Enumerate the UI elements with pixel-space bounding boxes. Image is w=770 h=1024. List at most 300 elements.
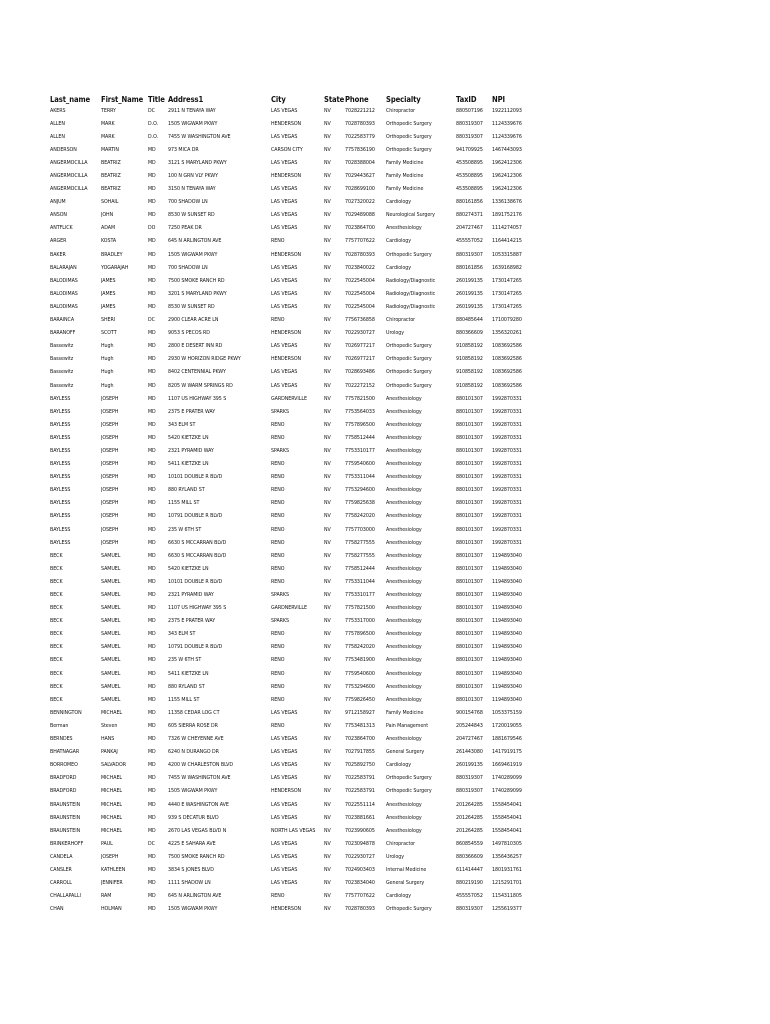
cell-phone: 7028780393 xyxy=(345,251,375,258)
table-row xyxy=(50,104,570,117)
cell-taxid: 880507196 xyxy=(456,107,483,114)
table-row xyxy=(50,484,570,497)
cell-npi: 1053315887 xyxy=(492,251,522,258)
cell-address: 7500 SMOKE RANCH RD xyxy=(168,277,225,284)
cell-title: MD xyxy=(148,722,156,729)
cell-taxid: 455557052 xyxy=(456,238,483,245)
cell-last-name: BECK xyxy=(50,631,63,638)
cell-first-name: SAMUEL xyxy=(101,670,121,677)
cell-last-name: BECK xyxy=(50,618,63,625)
cell-state: NV xyxy=(324,801,331,808)
table-row xyxy=(50,169,570,182)
cell-city: HENDERSON xyxy=(271,251,302,258)
cell-npi: 1801931761 xyxy=(492,866,522,873)
cell-taxid: 453508895 xyxy=(456,173,483,180)
cell-specialty: Anesthesiology xyxy=(386,474,422,481)
cell-phone: 7023840022 xyxy=(345,264,375,271)
cell-city: LAS VEGAS xyxy=(271,212,298,219)
cell-first-name: SALVADOR xyxy=(101,762,126,769)
cell-last-name: Bassewitz xyxy=(50,382,74,389)
cell-city: RENO xyxy=(271,434,285,441)
cell-taxid: 201264285 xyxy=(456,814,483,821)
cell-phone: 7753481900 xyxy=(345,657,375,664)
cell-phone: 7753294600 xyxy=(345,487,375,494)
cell-first-name: SAMUEL xyxy=(101,565,121,572)
cell-city: LAS VEGAS xyxy=(271,290,298,297)
cell-address: 3834 S JONES BLVD xyxy=(168,866,214,873)
cell-phone: 7753317000 xyxy=(345,618,375,625)
table-row xyxy=(50,850,570,863)
cell-state: NV xyxy=(324,120,331,127)
table-row xyxy=(50,733,570,746)
cell-address: 10791 DOUBLE R BLVD xyxy=(168,644,223,651)
cell-specialty: Orthopedic Surgery xyxy=(386,251,432,258)
cell-taxid: 453508895 xyxy=(456,186,483,193)
cell-taxid: 261443080 xyxy=(456,749,483,756)
cell-title: MD xyxy=(148,605,156,612)
cell-specialty: Anesthesiology xyxy=(386,814,422,821)
cell-last-name: BECK xyxy=(50,657,63,664)
cell-specialty: Anesthesiology xyxy=(386,539,422,546)
cell-first-name: JOSEPH xyxy=(101,447,119,454)
cell-specialty: Anesthesiology xyxy=(386,827,422,834)
cell-address: 2670 LAS VEGAS BLVD N xyxy=(168,827,227,834)
table-row xyxy=(50,287,570,300)
cell-last-name: ANSON xyxy=(50,212,67,219)
cell-address: 700 SHADOW LN xyxy=(168,199,208,206)
cell-city: LAS VEGAS xyxy=(271,369,298,376)
cell-phone: 7023094878 xyxy=(345,840,375,847)
cell-npi: 1962412306 xyxy=(492,186,522,193)
cell-state: NV xyxy=(324,696,331,703)
cell-last-name: AKERS xyxy=(50,107,66,114)
cell-state: NV xyxy=(324,657,331,664)
cell-specialty: Chiropractor xyxy=(386,840,416,847)
cell-npi: 1730147265 xyxy=(492,290,522,297)
cell-last-name: BECK xyxy=(50,592,63,599)
cell-specialty: Cardiology xyxy=(386,762,411,769)
cell-specialty: Orthopedic Surgery xyxy=(386,133,432,140)
cell-state: NV xyxy=(324,343,331,350)
cell-specialty: Chiropractor xyxy=(386,317,416,324)
cell-npi: 1336138676 xyxy=(492,199,522,206)
cell-npi: 1992870331 xyxy=(492,539,522,546)
cell-address: 6630 S MCCARRAN BLVD xyxy=(168,539,227,546)
table-row xyxy=(50,248,570,261)
cell-taxid: 900154768 xyxy=(456,709,483,716)
col-header-last-name: Last_name xyxy=(50,95,91,104)
cell-title: MD xyxy=(148,801,156,808)
cell-title: MD xyxy=(148,866,156,873)
cell-phone: 7757707622 xyxy=(345,238,375,245)
cell-title: MD xyxy=(148,356,156,363)
table-row xyxy=(50,903,570,916)
cell-title: MD xyxy=(148,775,156,782)
cell-specialty: Orthopedic Surgery xyxy=(386,120,432,127)
cell-npi: 1740289099 xyxy=(492,775,522,782)
cell-title: MD xyxy=(148,526,156,533)
cell-title: MD xyxy=(148,618,156,625)
cell-specialty: Anesthesiology xyxy=(386,552,422,559)
cell-address: 2321 PYRAMID WAY xyxy=(168,592,214,599)
cell-state: NV xyxy=(324,382,331,389)
cell-npi: 1083692586 xyxy=(492,343,522,350)
cell-npi: 1740289099 xyxy=(492,788,522,795)
cell-specialty: Anesthesiology xyxy=(386,434,422,441)
cell-first-name: MICHAEL xyxy=(101,775,123,782)
cell-title: MD xyxy=(148,159,156,166)
cell-taxid: 201264285 xyxy=(456,801,483,808)
cell-title: DC xyxy=(148,840,155,847)
cell-address: 3150 N TENAYA WAY xyxy=(168,186,216,193)
cell-specialty: Orthopedic Surgery xyxy=(386,146,432,153)
cell-phone: 7028699100 xyxy=(345,186,375,193)
cell-npi: 1992870331 xyxy=(492,474,522,481)
cell-state: NV xyxy=(324,762,331,769)
cell-taxid: 455557052 xyxy=(456,893,483,900)
col-header-specialty: Specialty xyxy=(386,95,421,104)
cell-npi: 1992870331 xyxy=(492,526,522,533)
cell-phone: 7759540600 xyxy=(345,461,375,468)
cell-first-name: BRADLEY xyxy=(101,251,123,258)
cell-last-name: BAYLESS xyxy=(50,421,71,428)
cell-phone: 7758277555 xyxy=(345,552,375,559)
cell-state: NV xyxy=(324,736,331,743)
table-row xyxy=(50,693,570,706)
cell-state: NV xyxy=(324,487,331,494)
cell-phone: 7022583791 xyxy=(345,775,375,782)
cell-last-name: ANJUM xyxy=(50,199,66,206)
cell-state: NV xyxy=(324,447,331,454)
cell-last-name: Bassewitz xyxy=(50,356,74,363)
cell-taxid: 880101307 xyxy=(456,539,483,546)
cell-address: 1107 US HIGHWAY 395 S xyxy=(168,605,227,612)
table-row xyxy=(50,274,570,287)
cell-npi: 1083692586 xyxy=(492,369,522,376)
cell-specialty: Internal Medicine xyxy=(386,866,427,873)
cell-last-name: BAYLESS xyxy=(50,487,71,494)
cell-taxid: 880319307 xyxy=(456,906,483,913)
cell-address: 7500 SMOKE RANCH RD xyxy=(168,853,225,860)
cell-address: 1111 SHADOW LN xyxy=(168,880,211,887)
cell-address: 1505 WIGWAM PKWY xyxy=(168,120,218,127)
table-row xyxy=(50,209,570,222)
cell-title: MD xyxy=(148,893,156,900)
cell-address: 5411 KIETZKE LN xyxy=(168,670,209,677)
cell-address: 100 N GRN VLY PKWY xyxy=(168,173,218,180)
table-row xyxy=(50,641,570,654)
table-row xyxy=(50,117,570,130)
cell-specialty: Anesthesiology xyxy=(386,421,422,428)
cell-npi: 1992870331 xyxy=(492,447,522,454)
cell-city: LAS VEGAS xyxy=(271,801,298,808)
cell-first-name: SAMUEL xyxy=(101,605,121,612)
cell-phone: 7758277555 xyxy=(345,539,375,546)
table-row xyxy=(50,772,570,785)
cell-last-name: BRAUNSTEIN xyxy=(50,801,81,808)
cell-title: MD xyxy=(148,251,156,258)
cell-npi: 1356436257 xyxy=(492,853,522,860)
cell-phone: 7022930727 xyxy=(345,330,375,337)
cell-last-name: ANGERMOCILLA xyxy=(50,186,88,193)
cell-phone: 7023834040 xyxy=(345,880,375,887)
cell-phone: 7759540600 xyxy=(345,670,375,677)
cell-title: MD xyxy=(148,683,156,690)
table-row xyxy=(50,602,570,615)
cell-city: RENO xyxy=(271,461,285,468)
cell-phone: 7023881661 xyxy=(345,814,375,821)
cell-city: HENDERSON xyxy=(271,906,302,913)
cell-phone: 7028693486 xyxy=(345,369,375,376)
cell-address: 1505 WIGWAM PKWY xyxy=(168,251,218,258)
cell-phone: 7758512444 xyxy=(345,565,375,572)
cell-state: NV xyxy=(324,814,331,821)
cell-title: MD xyxy=(148,513,156,520)
cell-first-name: ADAM xyxy=(101,225,116,232)
cell-state: NV xyxy=(324,526,331,533)
cell-taxid: 880101307 xyxy=(456,670,483,677)
cell-title: MD xyxy=(148,736,156,743)
cell-specialty: Anesthesiology xyxy=(386,631,422,638)
cell-city: RENO xyxy=(271,317,285,324)
cell-first-name: Steven xyxy=(101,722,118,729)
cell-npi: 1154311805 xyxy=(492,893,522,900)
cell-state: NV xyxy=(324,186,331,193)
cell-specialty: Radiology/Diagnostic xyxy=(386,303,436,310)
cell-state: NV xyxy=(324,474,331,481)
cell-address: 7455 W WASHINGTON AVE xyxy=(168,775,231,782)
cell-specialty: Cardiology xyxy=(386,199,411,206)
cell-city: RENO xyxy=(271,565,285,572)
cell-taxid: 880101307 xyxy=(456,631,483,638)
table-row xyxy=(50,654,570,667)
cell-first-name: SAMUEL xyxy=(101,592,121,599)
cell-npi: 1194893040 xyxy=(492,578,522,585)
cell-specialty: Anesthesiology xyxy=(386,605,422,612)
cell-city: LAS VEGAS xyxy=(271,133,298,140)
cell-state: NV xyxy=(324,173,331,180)
cell-address: 235 W 6TH ST xyxy=(168,526,202,533)
cell-first-name: MICHAEL xyxy=(101,827,123,834)
cell-state: NV xyxy=(324,317,331,324)
table-row xyxy=(50,824,570,837)
cell-taxid: 880101307 xyxy=(456,565,483,572)
cell-city: HENDERSON xyxy=(271,330,302,337)
cell-state: NV xyxy=(324,513,331,520)
cell-last-name: ALLEN xyxy=(50,133,65,140)
cell-phone: 7757707622 xyxy=(345,893,375,900)
cell-city: LAS VEGAS xyxy=(271,199,298,206)
cell-taxid: 880101307 xyxy=(456,500,483,507)
cell-first-name: BEATRIZ xyxy=(101,173,121,180)
cell-address: 10791 DOUBLE R BLVD xyxy=(168,513,223,520)
cell-address: 645 N ARLINGTON AVE xyxy=(168,893,222,900)
cell-last-name: BAYLESS xyxy=(50,474,71,481)
cell-npi: 1881679546 xyxy=(492,736,522,743)
cell-last-name: BAYLESS xyxy=(50,395,71,402)
cell-title: MD xyxy=(148,330,156,337)
cell-title: MD xyxy=(148,749,156,756)
cell-taxid: 910858192 xyxy=(456,343,483,350)
cell-phone: 7028780393 xyxy=(345,906,375,913)
cell-city: GARDNERVILLE xyxy=(271,605,307,612)
cell-taxid: 880101307 xyxy=(456,526,483,533)
cell-last-name: BARAINCA xyxy=(50,317,75,324)
cell-address: 645 N ARLINGTON AVE xyxy=(168,238,222,245)
cell-taxid: 880101307 xyxy=(456,461,483,468)
cell-last-name: ANTFLICK xyxy=(50,225,73,232)
cell-first-name: Hugh xyxy=(101,356,114,363)
cell-last-name: BECK xyxy=(50,644,63,651)
cell-phone: 7024903403 xyxy=(345,866,375,873)
cell-specialty: Orthopedic Surgery xyxy=(386,906,432,913)
cell-last-name: BALODIMAS xyxy=(50,277,78,284)
cell-first-name: HOLMAN xyxy=(101,906,122,913)
cell-first-name: TERRY xyxy=(101,107,116,114)
cell-phone: 7757896500 xyxy=(345,421,375,428)
cell-npi: 1194893040 xyxy=(492,696,522,703)
cell-title: MD xyxy=(148,788,156,795)
cell-address: 4440 E WASHINGTON AVE xyxy=(168,801,229,808)
col-header-state: State xyxy=(324,95,345,104)
table-row xyxy=(50,667,570,680)
table-row xyxy=(50,314,570,327)
cell-address: 3201 S MARYLAND PKWY xyxy=(168,290,227,297)
cell-state: NV xyxy=(324,880,331,887)
cell-taxid: 880319307 xyxy=(456,133,483,140)
cell-taxid: 204727467 xyxy=(456,736,483,743)
cell-first-name: JAMES xyxy=(101,290,116,297)
cell-city: CARSON CITY xyxy=(271,146,303,153)
cell-title: MD xyxy=(148,565,156,572)
cell-title: MD xyxy=(148,290,156,297)
cell-npi: 1356320261 xyxy=(492,330,522,337)
cell-first-name: JOSEPH xyxy=(101,395,119,402)
cell-last-name: Berman xyxy=(50,722,69,729)
table-row xyxy=(50,785,570,798)
cell-taxid: 880101307 xyxy=(456,618,483,625)
table-row xyxy=(50,183,570,196)
cell-phone: 7025892750 xyxy=(345,762,375,769)
cell-specialty: Anesthesiology xyxy=(386,644,422,651)
cell-title: MD xyxy=(148,408,156,415)
cell-first-name: JOSEPH xyxy=(101,474,119,481)
cell-phone: 7029489088 xyxy=(345,212,375,219)
cell-phone: 7753310177 xyxy=(345,447,375,454)
col-header-first-name: First_Name xyxy=(101,95,144,104)
table-row xyxy=(50,353,570,366)
cell-title: MD xyxy=(148,853,156,860)
cell-address: 343 ELM ST xyxy=(168,631,196,638)
cell-city: LAS VEGAS xyxy=(271,840,298,847)
cell-taxid: 941709925 xyxy=(456,146,483,153)
cell-npi: 1194893040 xyxy=(492,618,522,625)
cell-taxid: 880101307 xyxy=(456,474,483,481)
cell-npi: 1164414215 xyxy=(492,238,522,245)
cell-first-name: SOHAIL xyxy=(101,199,119,206)
cell-address: 10101 DOUBLE R BLVD xyxy=(168,474,223,481)
table-body xyxy=(50,104,570,916)
cell-npi: 1497810305 xyxy=(492,840,522,847)
cell-taxid: 880101307 xyxy=(456,395,483,402)
table-row xyxy=(50,615,570,628)
cell-address: 2930 W HORIZON RIDGE PKWY xyxy=(168,356,241,363)
cell-state: NV xyxy=(324,408,331,415)
table-row xyxy=(50,588,570,601)
cell-last-name: BARANOFF xyxy=(50,330,76,337)
cell-specialty: Family Medicine xyxy=(386,186,424,193)
cell-phone: 7027917855 xyxy=(345,749,375,756)
cell-city: RENO xyxy=(271,683,285,690)
cell-phone: 7757821500 xyxy=(345,395,375,402)
cell-taxid: 880485644 xyxy=(456,317,483,324)
cell-npi: 1558454041 xyxy=(492,801,522,808)
cell-address: 700 SHADOW LN xyxy=(168,264,208,271)
cell-city: RENO xyxy=(271,539,285,546)
cell-state: NV xyxy=(324,631,331,638)
cell-taxid: 880101307 xyxy=(456,644,483,651)
cell-city: RENO xyxy=(271,474,285,481)
cell-state: NV xyxy=(324,238,331,245)
cell-state: NV xyxy=(324,775,331,782)
cell-phone: 7758242020 xyxy=(345,513,375,520)
cell-phone: 7753481313 xyxy=(345,722,375,729)
cell-specialty: Anesthesiology xyxy=(386,500,422,507)
cell-first-name: MICHAEL xyxy=(101,709,123,716)
cell-state: NV xyxy=(324,421,331,428)
cell-city: RENO xyxy=(271,552,285,559)
table-row xyxy=(50,562,570,575)
cell-title: MD xyxy=(148,814,156,821)
cell-phone: 7023990605 xyxy=(345,827,375,834)
cell-last-name: BALODIMAS xyxy=(50,290,78,297)
cell-specialty: Cardiology xyxy=(386,264,411,271)
cell-taxid: 260199135 xyxy=(456,290,483,297)
cell-city: LAS VEGAS xyxy=(271,709,298,716)
cell-city: RENO xyxy=(271,421,285,428)
table-row xyxy=(50,510,570,523)
cell-address: 10101 DOUBLE R BLVD xyxy=(168,578,223,585)
cell-first-name: SAMUEL xyxy=(101,618,121,625)
cell-phone: 9712158927 xyxy=(345,709,375,716)
col-header-taxid: TaxID xyxy=(456,95,477,104)
table-row xyxy=(50,130,570,143)
cell-first-name: KOSTA xyxy=(101,238,117,245)
cell-state: NV xyxy=(324,853,331,860)
cell-title: MD xyxy=(148,709,156,716)
cell-last-name: BRADFORD xyxy=(50,788,77,795)
cell-taxid: 880366609 xyxy=(456,330,483,337)
cell-last-name: BECK xyxy=(50,578,63,585)
cell-taxid: 260199135 xyxy=(456,762,483,769)
cell-address: 939 S DECATUR BLVD xyxy=(168,814,219,821)
cell-last-name: BAKER xyxy=(50,251,66,258)
cell-state: NV xyxy=(324,539,331,546)
cell-first-name: SAMUEL xyxy=(101,552,121,559)
cell-title: MD xyxy=(148,657,156,664)
table-row xyxy=(50,458,570,471)
cell-address: 880 RYLAND ST xyxy=(168,487,205,494)
cell-npi: 1992870331 xyxy=(492,421,522,428)
cell-specialty: Radiology/Diagnostic xyxy=(386,290,436,297)
cell-taxid: 611414447 xyxy=(456,866,483,873)
cell-phone: 7029443627 xyxy=(345,173,375,180)
cell-address: 3121 S MARYLAND PKWY xyxy=(168,159,227,166)
cell-first-name: SAMUEL xyxy=(101,696,121,703)
cell-specialty: Radiology/Diagnostic xyxy=(386,277,436,284)
cell-title: MD xyxy=(148,421,156,428)
cell-taxid: 860854559 xyxy=(456,840,483,847)
